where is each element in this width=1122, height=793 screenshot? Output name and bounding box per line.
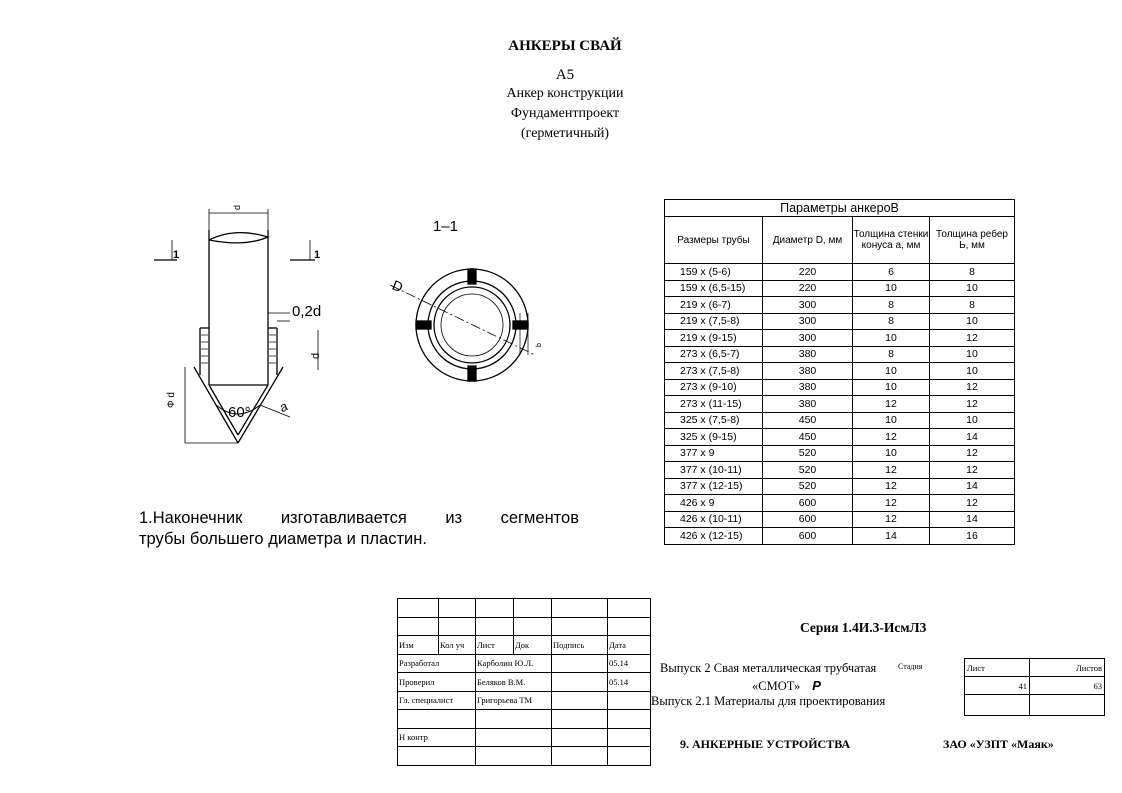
- params-row: [665, 396, 1015, 413]
- col-header-rib: Толщина ребер Ь, мм: [930, 217, 1015, 264]
- pipe-size-cell: 219 х (9-15): [665, 330, 763, 347]
- stamp-head-podpis: Подпись: [552, 636, 608, 655]
- rib-cell: 12: [930, 462, 1015, 479]
- rib-cell: 10: [930, 346, 1015, 363]
- diameter-cell: 220: [763, 264, 853, 281]
- cone-wall-cell: 12: [853, 396, 930, 413]
- stamp-role-developer: Разработал: [398, 654, 476, 673]
- vypusk-1-name: «СМОТ»: [752, 679, 801, 693]
- rib-cell: 12: [930, 396, 1015, 413]
- params-row: [665, 313, 1015, 330]
- list-label: Лист: [965, 659, 1030, 677]
- rib-cell: 12: [930, 379, 1015, 396]
- pipe-size-cell: 273 х (9-10): [665, 379, 763, 396]
- cone-wall-cell: 10: [853, 330, 930, 347]
- cone-wall-cell: 8: [853, 346, 930, 363]
- dim-b: b: [536, 343, 543, 347]
- diameter-cell: 220: [763, 280, 853, 297]
- pipe-size-cell: 426 х 9: [665, 495, 763, 512]
- diameter-cell: 380: [763, 396, 853, 413]
- dim-d-top: d: [232, 204, 242, 210]
- pipe-size-cell: 377 х (10-11): [665, 462, 763, 479]
- stamp-date-specialist: [608, 691, 651, 710]
- cone-wall-cell: 12: [853, 429, 930, 446]
- dim-left: Ф d: [166, 392, 177, 408]
- diameter-cell: 450: [763, 429, 853, 446]
- pipe-size-cell: 325 х (7,5-8): [665, 412, 763, 429]
- listov-value: 63: [1030, 677, 1105, 695]
- list-value: 41: [965, 677, 1030, 695]
- note-text: [139, 508, 579, 550]
- diameter-cell: 380: [763, 346, 853, 363]
- cone-wall-cell: 12: [853, 462, 930, 479]
- section-name: 9. АНКЕРНЫЕ УСТРОЙСТВА: [680, 737, 851, 751]
- diameter-cell: 300: [763, 313, 853, 330]
- diameter-cell: 450: [763, 412, 853, 429]
- params-row: [665, 346, 1015, 363]
- params-row: [665, 379, 1015, 396]
- stamp-head-dok: Док: [514, 636, 552, 655]
- stamp-role-checker: Проверил: [398, 673, 476, 692]
- rib-cell: 12: [930, 330, 1015, 347]
- params-row: [665, 445, 1015, 462]
- params-row: [665, 528, 1015, 545]
- vypusk-2: Выпуск 2.1 Материалы для проектирования: [651, 694, 886, 708]
- stamp-date-developer: 05.14: [608, 654, 651, 673]
- params-row: [665, 297, 1015, 314]
- pipe-size-cell: 219 х (6-7): [665, 297, 763, 314]
- cone-wall-cell: 10: [853, 412, 930, 429]
- cone-wall-cell: 10: [853, 280, 930, 297]
- diameter-cell: 380: [763, 363, 853, 380]
- listov-label: Листов: [1030, 659, 1105, 677]
- section-mark-left: 1: [173, 249, 180, 261]
- cone-wall-cell: 12: [853, 511, 930, 528]
- dim-D: D: [389, 276, 406, 296]
- anchor-code: А5: [555, 67, 575, 83]
- stamp-name-developer: Карболин Ю.Л.: [476, 654, 552, 673]
- header-line-2: Фундаментпроект: [510, 106, 620, 121]
- params-row: [665, 429, 1015, 446]
- pipe-size-cell: 426 х (12-15): [665, 528, 763, 545]
- cone-wall-cell: 10: [853, 379, 930, 396]
- cone-wall-cell: 12: [853, 495, 930, 512]
- stamp-name-checker: Беляков В.М.: [476, 673, 552, 692]
- params-row: [665, 280, 1015, 297]
- params-row: [665, 462, 1015, 479]
- rib-cell: 14: [930, 478, 1015, 495]
- pipe-size-cell: 426 х (10-11): [665, 511, 763, 528]
- cone-wall-cell: 8: [853, 297, 930, 314]
- pipe-size-cell: 159 х (5-6): [665, 264, 763, 281]
- pipe-size-cell: 273 х (11-15): [665, 396, 763, 413]
- pipe-size-cell: 159 х (6,5-15): [665, 280, 763, 297]
- params-table: [664, 199, 1015, 545]
- stamp-role-norm-control: Н контр: [398, 728, 476, 747]
- rib-cell: 12: [930, 445, 1015, 462]
- col-header-size: Размеры трубы: [665, 217, 763, 264]
- diameter-cell: 380: [763, 379, 853, 396]
- rib-cell: 16: [930, 528, 1015, 545]
- anchor-drawing: [150, 195, 570, 455]
- diameter-cell: 600: [763, 495, 853, 512]
- rib-cell: 14: [930, 429, 1015, 446]
- cone-wall-cell: 6: [853, 264, 930, 281]
- diameter-cell: 520: [763, 445, 853, 462]
- diameter-cell: 600: [763, 511, 853, 528]
- params-row: [665, 495, 1015, 512]
- stadia-label: Стадия: [898, 662, 923, 671]
- title-block-table: [397, 598, 651, 766]
- cone-wall-cell: 8: [853, 313, 930, 330]
- dim-d-side: d: [310, 352, 322, 359]
- rib-cell: 10: [930, 313, 1015, 330]
- stamp-date-checker: 05.14: [608, 673, 651, 692]
- diameter-cell: 300: [763, 330, 853, 347]
- stamp-head-list: Лист: [476, 636, 514, 655]
- col-header-cone-wall: Толщина стенки конуса а, мм: [853, 217, 930, 264]
- vypusk-1: Выпуск 2 Свая металлическая трубчатая: [660, 661, 877, 675]
- params-row: [665, 412, 1015, 429]
- rib-cell: 8: [930, 297, 1015, 314]
- pipe-size-cell: 377 х 9: [665, 445, 763, 462]
- stage-value: Р: [812, 678, 821, 693]
- stamp-head-kolych: Кол уч: [439, 636, 476, 655]
- header-line-1: Анкер конструкции: [506, 86, 624, 101]
- rib-cell: 10: [930, 363, 1015, 380]
- rib-cell: 12: [930, 495, 1015, 512]
- params-row: [665, 363, 1015, 380]
- cone-wall-cell: 14: [853, 528, 930, 545]
- diameter-cell: 520: [763, 462, 853, 479]
- diameter-cell: 600: [763, 528, 853, 545]
- stamp-head-izm: Изм: [398, 636, 439, 655]
- document-title: АНКЕРЫ СВАЙ: [508, 38, 622, 54]
- cone-wall-cell: 12: [853, 478, 930, 495]
- series-label: Серия 1.4И.3-ИсмЛ3: [800, 620, 927, 635]
- pipe-size-cell: 273 х (6,5-7): [665, 346, 763, 363]
- stamp-head-data: Дата: [608, 636, 651, 655]
- pipe-size-cell: 377 х (12-15): [665, 478, 763, 495]
- cone-wall-cell: 10: [853, 363, 930, 380]
- vypusk-1-subtitle: [752, 678, 821, 694]
- sheets-table: [964, 658, 1105, 716]
- section-mark-right: 1: [314, 249, 321, 261]
- params-table-caption: Параметры анкероВ: [665, 200, 1015, 217]
- params-row: [665, 478, 1015, 495]
- params-row: [665, 264, 1015, 281]
- note-line-1: 1.Наконечник изготавливается из сегментов: [139, 509, 579, 527]
- params-row: [665, 330, 1015, 347]
- col-header-diameter: Диаметр D, мм: [763, 217, 853, 264]
- section-view-label: 1–1: [433, 218, 459, 235]
- params-row: [665, 511, 1015, 528]
- angle-label: 60°: [228, 404, 251, 421]
- header-block: [420, 38, 710, 144]
- stamp-name-specialist: Григорьева ТМ: [476, 691, 552, 710]
- rib-cell: 10: [930, 280, 1015, 297]
- note-line-2: трубы большего диаметра и пластин.: [139, 530, 427, 548]
- cone-wall-cell: 10: [853, 445, 930, 462]
- company-name: ЗАО «УЗПТ «Маяк»: [943, 737, 1054, 751]
- pipe-size-cell: 219 х (7,5-8): [665, 313, 763, 330]
- pipe-size-cell: 325 х (9-15): [665, 429, 763, 446]
- dim-02d: 0,2d: [292, 303, 322, 320]
- rib-cell: 10: [930, 412, 1015, 429]
- diameter-cell: 300: [763, 297, 853, 314]
- dim-a: a: [276, 398, 291, 416]
- diameter-cell: 520: [763, 478, 853, 495]
- stamp-role-specialist: Гл. специалист: [398, 691, 476, 710]
- pipe-size-cell: 273 х (7,5-8): [665, 363, 763, 380]
- header-line-3: (герметичный): [521, 126, 609, 141]
- rib-cell: 8: [930, 264, 1015, 281]
- rib-cell: 14: [930, 511, 1015, 528]
